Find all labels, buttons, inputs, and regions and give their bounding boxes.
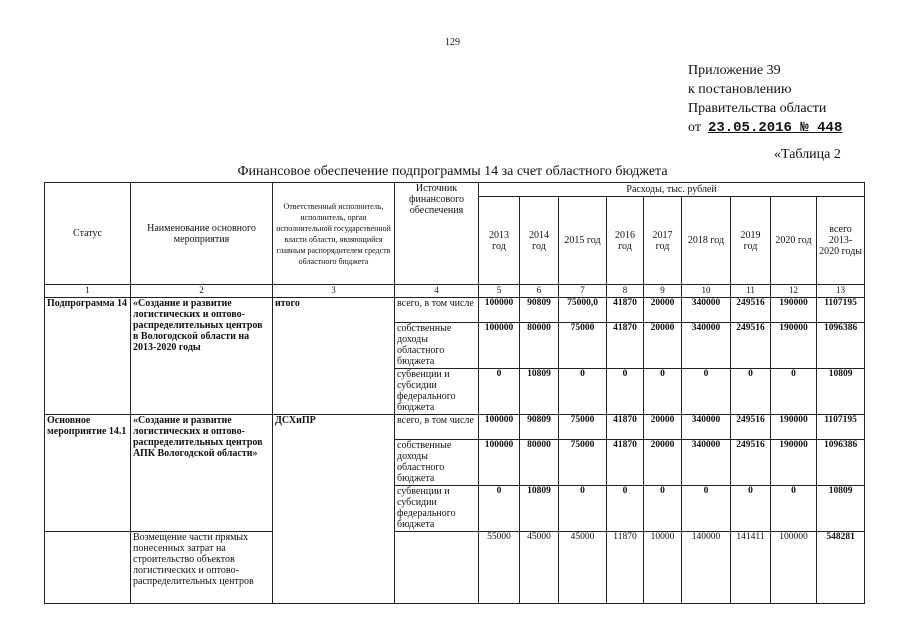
value-cell: 90809 xyxy=(520,415,559,440)
value-cell: 190000 xyxy=(771,415,817,440)
annex-date-line xyxy=(688,118,842,138)
value-cell: 0 xyxy=(644,486,682,532)
header-year: 2015 год xyxy=(559,197,607,285)
status-cell: Основное мероприятие 14.1 xyxy=(45,415,131,532)
col-number: 10 xyxy=(682,285,731,298)
value-cell: 0 xyxy=(479,369,520,415)
value-cell: 249516 xyxy=(731,323,771,369)
value-cell: 340000 xyxy=(682,323,731,369)
value-cell: 75000,0 xyxy=(559,298,607,323)
value-cell: 20000 xyxy=(644,415,682,440)
name-cell: «Создание и развитие логистических и оптово-распределительных центров в Вологодской области на 2013-2020 годы xyxy=(131,298,273,415)
header-year-total: всего 2013-2020 годы xyxy=(817,197,865,285)
value-cell: 75000 xyxy=(559,415,607,440)
header-expenses: Расходы, тыс. рублей xyxy=(479,183,865,197)
value-cell: 0 xyxy=(731,486,771,532)
value-cell: 41870 xyxy=(607,440,644,486)
column-number-row xyxy=(45,285,865,298)
value-cell: 75000 xyxy=(559,323,607,369)
status-cell: Подпрограмма 14 xyxy=(45,298,131,415)
col-number: 13 xyxy=(817,285,865,298)
value-cell: 100000 xyxy=(479,323,520,369)
header-year: 2018 год xyxy=(682,197,731,285)
value-cell: 1096386 xyxy=(817,440,865,486)
source-cell xyxy=(395,532,479,604)
value-cell: 10809 xyxy=(520,369,559,415)
source-cell: собственные доходы областного бюджета xyxy=(395,323,479,369)
page-number: 129 xyxy=(445,37,460,48)
col-number: 4 xyxy=(395,285,479,298)
value-cell: 0 xyxy=(771,369,817,415)
value-cell: 10809 xyxy=(520,486,559,532)
value-cell: 45000 xyxy=(559,532,607,604)
value-cell: 0 xyxy=(682,369,731,415)
header-status: Статус xyxy=(45,183,131,285)
value-cell: 80000 xyxy=(520,323,559,369)
col-number: 11 xyxy=(731,285,771,298)
value-cell: 41870 xyxy=(607,415,644,440)
source-cell: всего, в том числе xyxy=(395,415,479,440)
col-number: 7 xyxy=(559,285,607,298)
name-cell: Возмещение части прямых понесенных затрат на строительство объектов логистических и оптово-распределительных центров xyxy=(131,532,273,604)
header-year: 2017 год xyxy=(644,197,682,285)
value-cell: 190000 xyxy=(771,298,817,323)
value-cell: 100000 xyxy=(479,415,520,440)
value-cell: 0 xyxy=(607,486,644,532)
col-number: 8 xyxy=(607,285,644,298)
value-cell: 190000 xyxy=(771,440,817,486)
col-number: 1 xyxy=(45,285,131,298)
value-cell: 340000 xyxy=(682,298,731,323)
value-cell: 340000 xyxy=(682,440,731,486)
value-cell: 0 xyxy=(682,486,731,532)
value-cell: 340000 xyxy=(682,415,731,440)
value-cell: 100000 xyxy=(479,440,520,486)
value-cell: 80000 xyxy=(520,440,559,486)
value-cell: 20000 xyxy=(644,323,682,369)
value-cell: 0 xyxy=(771,486,817,532)
header-source: Источник финансового обеспечения xyxy=(395,183,479,285)
executor-cell: итого xyxy=(273,298,395,415)
source-cell: субвенции и субсидии федерального бюджета xyxy=(395,369,479,415)
source-cell: субвенции и субсидии федерального бюджета xyxy=(395,486,479,532)
value-cell: 10000 xyxy=(644,532,682,604)
col-number: 3 xyxy=(273,285,395,298)
status-cell xyxy=(45,532,131,604)
annex-block xyxy=(688,61,842,138)
value-cell: 100000 xyxy=(479,298,520,323)
header-name: Наименование основного мероприятия xyxy=(131,183,273,285)
table-label: «Таблица 2 xyxy=(774,147,841,162)
value-cell: 0 xyxy=(644,369,682,415)
table-row xyxy=(45,298,865,323)
value-cell: 75000 xyxy=(559,440,607,486)
value-cell: 1096386 xyxy=(817,323,865,369)
value-cell: 41870 xyxy=(607,298,644,323)
header-year: 2016 год xyxy=(607,197,644,285)
value-cell: 0 xyxy=(731,369,771,415)
table-title: Финансовое обеспечение подпрограммы 14 за счет областного бюджета xyxy=(237,164,668,179)
source-cell: всего, в том числе xyxy=(395,298,479,323)
table-row xyxy=(45,415,865,440)
finance-table xyxy=(44,182,865,604)
col-number: 5 xyxy=(479,285,520,298)
value-cell: 190000 xyxy=(771,323,817,369)
value-cell: 100000 xyxy=(771,532,817,604)
header-executor: Ответственный исполнитель, исполнитель, орган исполнительной государственной власти области, являющийся главным распорядителем средств областного бюджета xyxy=(273,183,395,285)
value-cell: 55000 xyxy=(479,532,520,604)
header-year: 2014 год xyxy=(520,197,559,285)
value-cell: 11870 xyxy=(607,532,644,604)
header-year: 2013 год xyxy=(479,197,520,285)
col-number: 9 xyxy=(644,285,682,298)
annex-line-2: к постановлению xyxy=(688,82,792,97)
annex-line-3: Правительства области xyxy=(688,101,827,116)
value-cell: 0 xyxy=(559,486,607,532)
value-cell: 0 xyxy=(607,369,644,415)
value-cell: 0 xyxy=(559,369,607,415)
value-cell: 249516 xyxy=(731,298,771,323)
value-cell: 10809 xyxy=(817,369,865,415)
source-cell: собственные доходы областного бюджета xyxy=(395,440,479,486)
annex-date-prefix: от xyxy=(688,120,701,135)
value-cell: 548281 xyxy=(817,532,865,604)
header-year: 2020 год xyxy=(771,197,817,285)
value-cell: 10809 xyxy=(817,486,865,532)
value-cell: 20000 xyxy=(644,298,682,323)
col-number: 2 xyxy=(131,285,273,298)
value-cell: 1107195 xyxy=(817,298,865,323)
value-cell: 249516 xyxy=(731,440,771,486)
value-cell: 0 xyxy=(479,486,520,532)
annex-line-1: Приложение 39 xyxy=(688,63,781,78)
value-cell: 140000 xyxy=(682,532,731,604)
table-row xyxy=(45,532,865,604)
value-cell: 1107195 xyxy=(817,415,865,440)
col-number: 6 xyxy=(520,285,559,298)
value-cell: 20000 xyxy=(644,440,682,486)
value-cell: 90809 xyxy=(520,298,559,323)
annex-date: 23.05.2016 № 448 xyxy=(707,120,843,136)
name-cell: «Создание и развитие логистических и оптово-распределительных центров АПК Вологодской области» xyxy=(131,415,273,532)
value-cell: 41870 xyxy=(607,323,644,369)
value-cell: 45000 xyxy=(520,532,559,604)
value-cell: 141411 xyxy=(731,532,771,604)
executor-cell: ДСХиПР xyxy=(273,415,395,604)
value-cell: 249516 xyxy=(731,415,771,440)
header-year: 2019 год xyxy=(731,197,771,285)
col-number: 12 xyxy=(771,285,817,298)
